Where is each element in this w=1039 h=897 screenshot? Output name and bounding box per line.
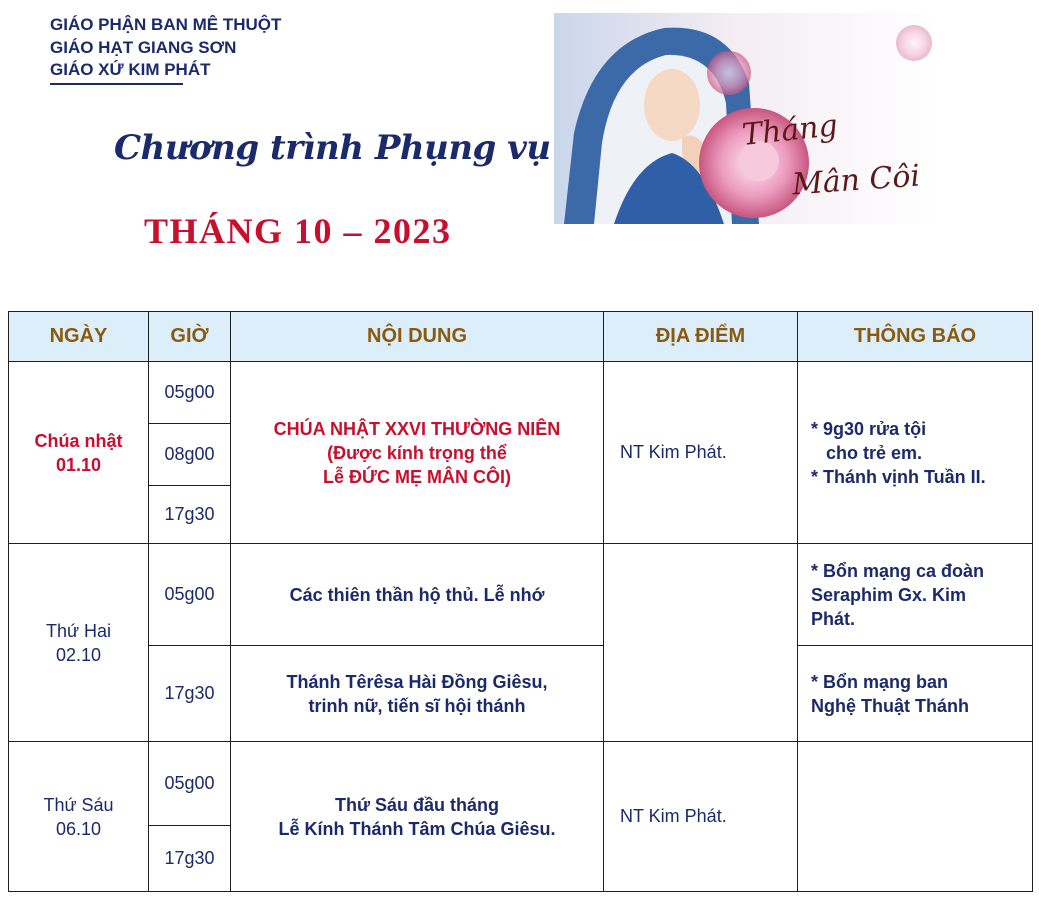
- table-row: [9, 362, 1033, 424]
- time-cell: 08g00: [149, 424, 231, 486]
- parish-header: [50, 14, 281, 82]
- weekday-label: Thứ Sáu: [43, 794, 114, 815]
- banner-text-thang: Tháng: [740, 108, 840, 153]
- place-cell: NT Kim Phát.: [604, 362, 798, 544]
- diocese-name: GIÁO PHẬN BAN MÊ THUỘT: [50, 15, 282, 34]
- time-cell: 17g30: [149, 646, 231, 742]
- header-underline: [50, 83, 183, 85]
- notice-line: * Thánh vịnh Tuần II.: [811, 466, 986, 487]
- content-line: Thứ Sáu đầu tháng: [334, 794, 500, 815]
- notice-line: * Bổn mạng ca đoàn: [811, 560, 985, 581]
- weekday-label: Thứ Hai: [45, 620, 112, 641]
- date-cell: [9, 544, 149, 742]
- notice-cell: [798, 742, 1033, 892]
- notice-cell: [798, 544, 1033, 646]
- date-label: 02.10: [55, 644, 102, 665]
- content-cell: [231, 742, 604, 892]
- content-cell: Các thiên thần hộ thủ. Lễ nhớ: [231, 544, 604, 646]
- content-line: (Được kính trọng thể: [327, 442, 507, 463]
- program-title: Chương trình Phụng vụ: [114, 128, 551, 168]
- table-row: [9, 646, 1033, 742]
- deanery-name: GIÁO HẠT GIANG SƠN: [50, 37, 237, 57]
- month-title: THÁNG 10 – 2023: [144, 211, 452, 251]
- time-cell: 05g00: [149, 362, 231, 424]
- content-line: Lễ Kính Thánh Tâm Chúa Giêsu.: [278, 818, 556, 839]
- notice-line: Seraphim Gx. Kim: [811, 584, 967, 605]
- liturgy-schedule-table: [8, 311, 1033, 892]
- place-cell: [604, 544, 798, 742]
- notice-line: Nghệ Thuật Thánh: [811, 695, 969, 716]
- notice-cell: [798, 362, 1033, 544]
- header-notice: THÔNG BÁO: [798, 312, 1033, 362]
- weekday-label: Chúa nhật: [34, 430, 123, 451]
- content-cell: [231, 362, 604, 544]
- time-cell: 05g00: [149, 544, 231, 646]
- header-day: NGÀY: [9, 312, 149, 362]
- notice-line: * Bổn mạng ban: [811, 671, 949, 692]
- content-line: Thánh Têrêsa Hài Đồng Giêsu,: [286, 671, 548, 692]
- table-header-row: [9, 312, 1033, 362]
- time-cell: 05g00: [149, 742, 231, 826]
- date-cell: [9, 362, 149, 544]
- notice-line: cho trẻ em.: [811, 442, 923, 463]
- time-cell: 17g30: [149, 826, 231, 892]
- content-line: Lễ ĐỨC MẸ MÂN CÔI): [323, 466, 511, 487]
- date-label: 06.10: [55, 818, 102, 839]
- place-cell: NT Kim Phát.: [604, 742, 798, 892]
- content-line: trinh nữ, tiến sĩ hội thánh: [308, 695, 526, 716]
- rosary-month-banner: [554, 13, 938, 224]
- notice-line: * 9g30 rửa tội: [811, 418, 927, 439]
- time-cell: 17g30: [149, 486, 231, 544]
- content-line: CHÚA NHẬT XXVI THƯỜNG NIÊN: [273, 418, 561, 439]
- notice-cell: [798, 646, 1033, 742]
- notice-line: Phát.: [811, 608, 856, 629]
- header-content: NỘI DUNG: [231, 312, 604, 362]
- header-time: GIỜ: [149, 312, 231, 362]
- banner-text-man-coi: Mân Côi: [790, 158, 922, 203]
- content-cell: [231, 646, 604, 742]
- date-label: 01.10: [55, 454, 102, 475]
- parish-name: GIÁO XỨ KIM PHÁT: [50, 60, 211, 79]
- table-row: [9, 742, 1033, 826]
- header-place: ĐỊA ĐIỂM: [604, 312, 798, 362]
- table-row: [9, 544, 1033, 646]
- date-cell: [9, 742, 149, 892]
